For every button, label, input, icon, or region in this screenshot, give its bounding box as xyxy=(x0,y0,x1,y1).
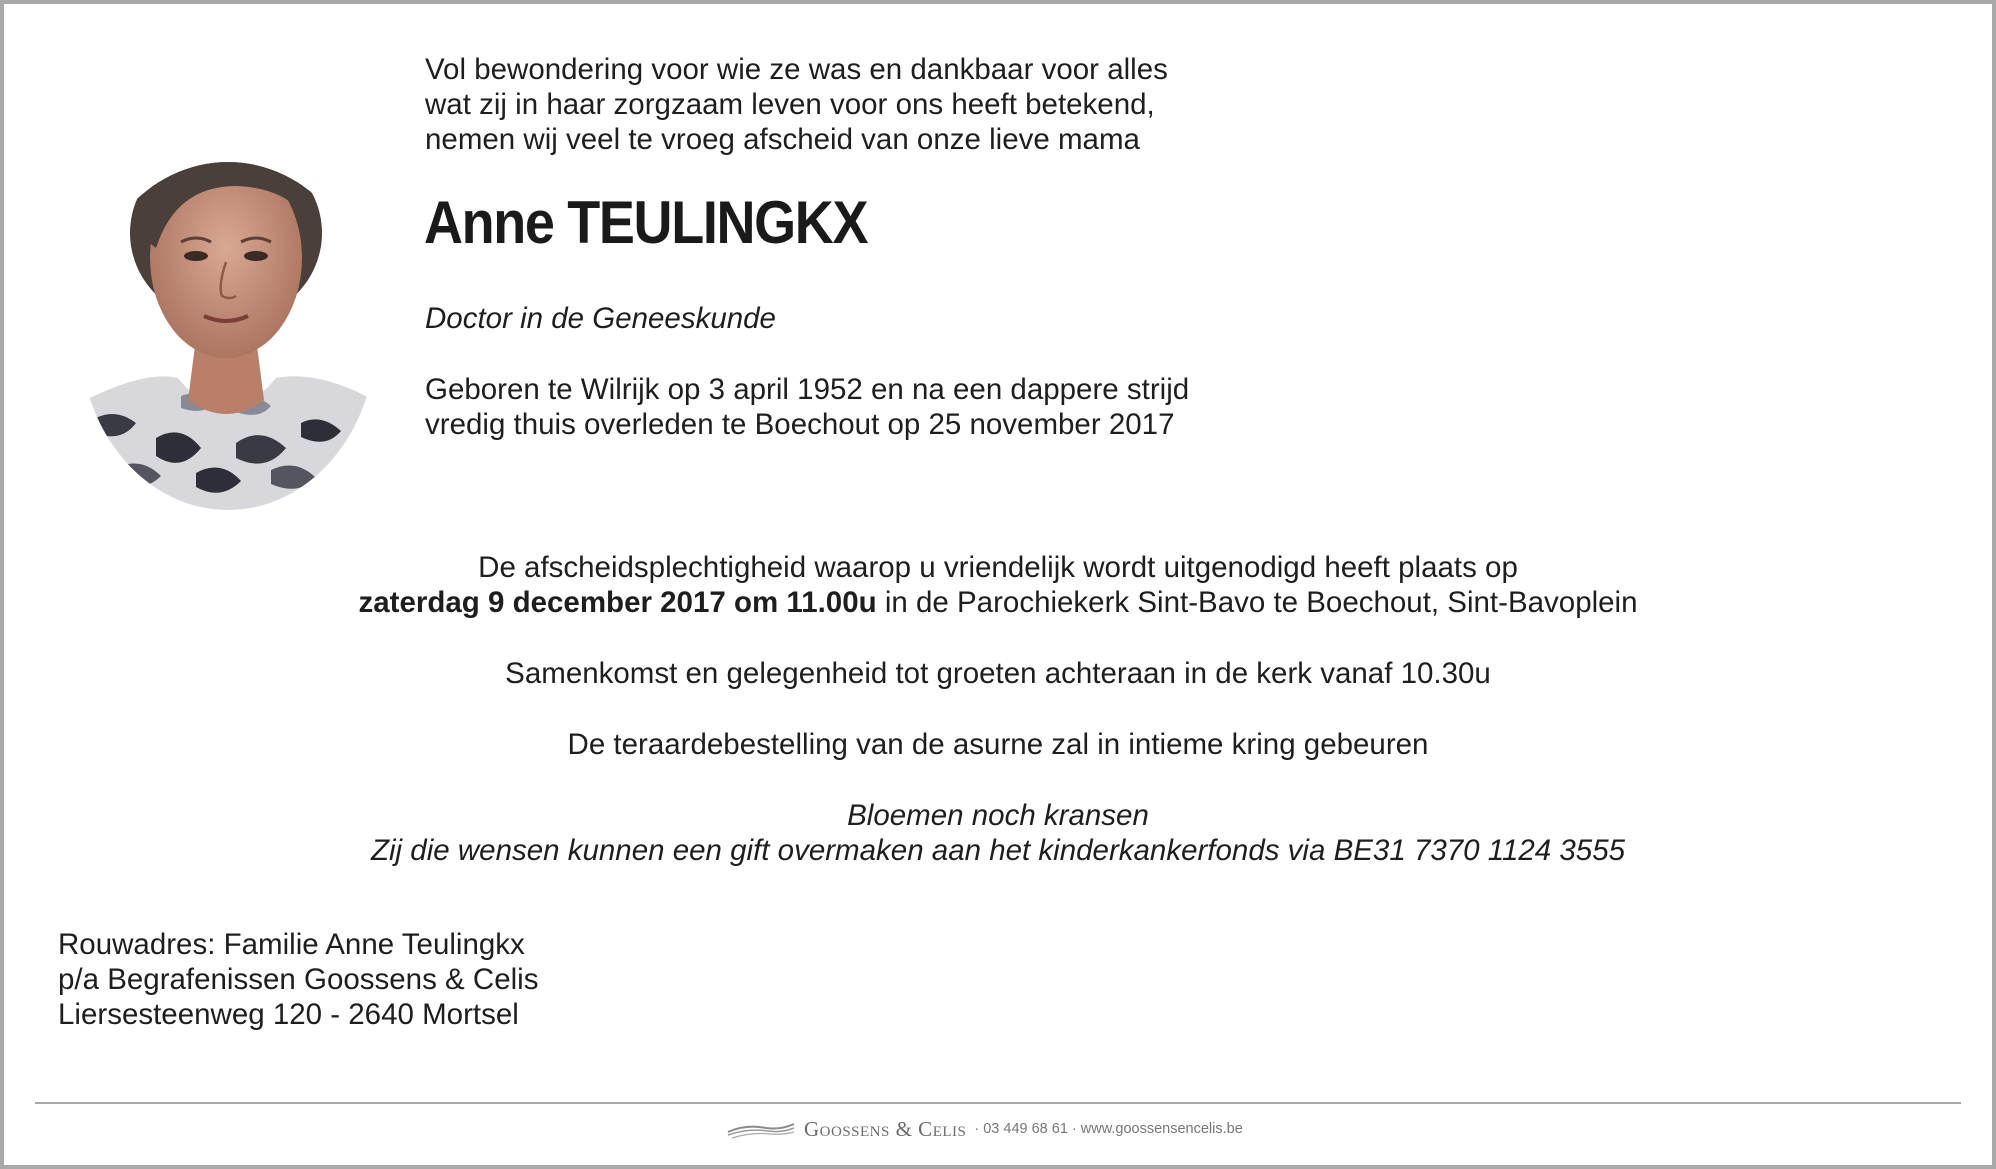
ceremony-date-time: zaterdag 9 december 2017 om 11.00u xyxy=(358,586,877,619)
donation-line: Zij die wensen kunnen een gift overmaken aan het kinderkankerfonds via BE31 7370 1124 3555 xyxy=(370,834,1626,867)
spacer xyxy=(0,620,1996,656)
ceremony-location: in de Parochiekerk Sint-Bavo te Boechout, Sint-Bavoplein xyxy=(876,586,1638,619)
funeral-home-logo-icon xyxy=(726,1118,796,1140)
portrait-photo xyxy=(86,138,370,510)
gathering-line: Samenkomst en gelegenheid tot groeten achteraan in de kerk vanaf 10.30u xyxy=(505,657,1491,690)
spacer xyxy=(0,762,1996,798)
deceased-name: Anne TEULINGKX xyxy=(424,189,868,256)
date-location-line xyxy=(0,585,1996,620)
spacer xyxy=(0,691,1996,727)
flowers-line: Bloemen noch kransen xyxy=(847,799,1149,832)
death-line: vredig thuis overleden te Boechout op 25 november 2017 xyxy=(425,408,1175,441)
birth-death-text xyxy=(425,372,1189,442)
intro-line: Vol bewondering voor wie ze was en dankbaar voor alles xyxy=(425,53,1168,86)
mourning-address xyxy=(58,927,538,1032)
burial-line: De teraardebestelling van de asurne zal in intieme kring gebeuren xyxy=(567,728,1429,761)
address-line: Rouwadres: Familie Anne Teulingkx xyxy=(58,928,525,961)
birth-line: Geboren te Wilrijk op 3 april 1952 en na een dappere strijd xyxy=(425,373,1190,406)
address-line: Liersesteenweg 120 - 2640 Mortsel xyxy=(58,998,519,1031)
footer-divider xyxy=(35,1102,1961,1104)
profession: Doctor in de Geneeskunde xyxy=(425,302,776,335)
funeral-home-contact: · 03 449 68 61 · www.goossensencelis.be xyxy=(974,1121,1243,1137)
intro-text xyxy=(425,52,1325,157)
invite-line: De afscheidsplechtigheid waarop u vriendelijk wordt uitgenodigd heeft plaats op xyxy=(478,551,1518,584)
footer xyxy=(726,1116,1243,1142)
funeral-home-name: Goossens & Celis xyxy=(804,1116,967,1141)
address-line: p/a Begrafenissen Goossens & Celis xyxy=(58,963,539,996)
intro-line: wat zij in haar zorgzaam leven voor ons heeft betekend, xyxy=(425,88,1155,121)
ceremony-section xyxy=(0,550,1996,868)
intro-line: nemen wij veel te vroeg afscheid van onze lieve mama xyxy=(425,123,1140,156)
